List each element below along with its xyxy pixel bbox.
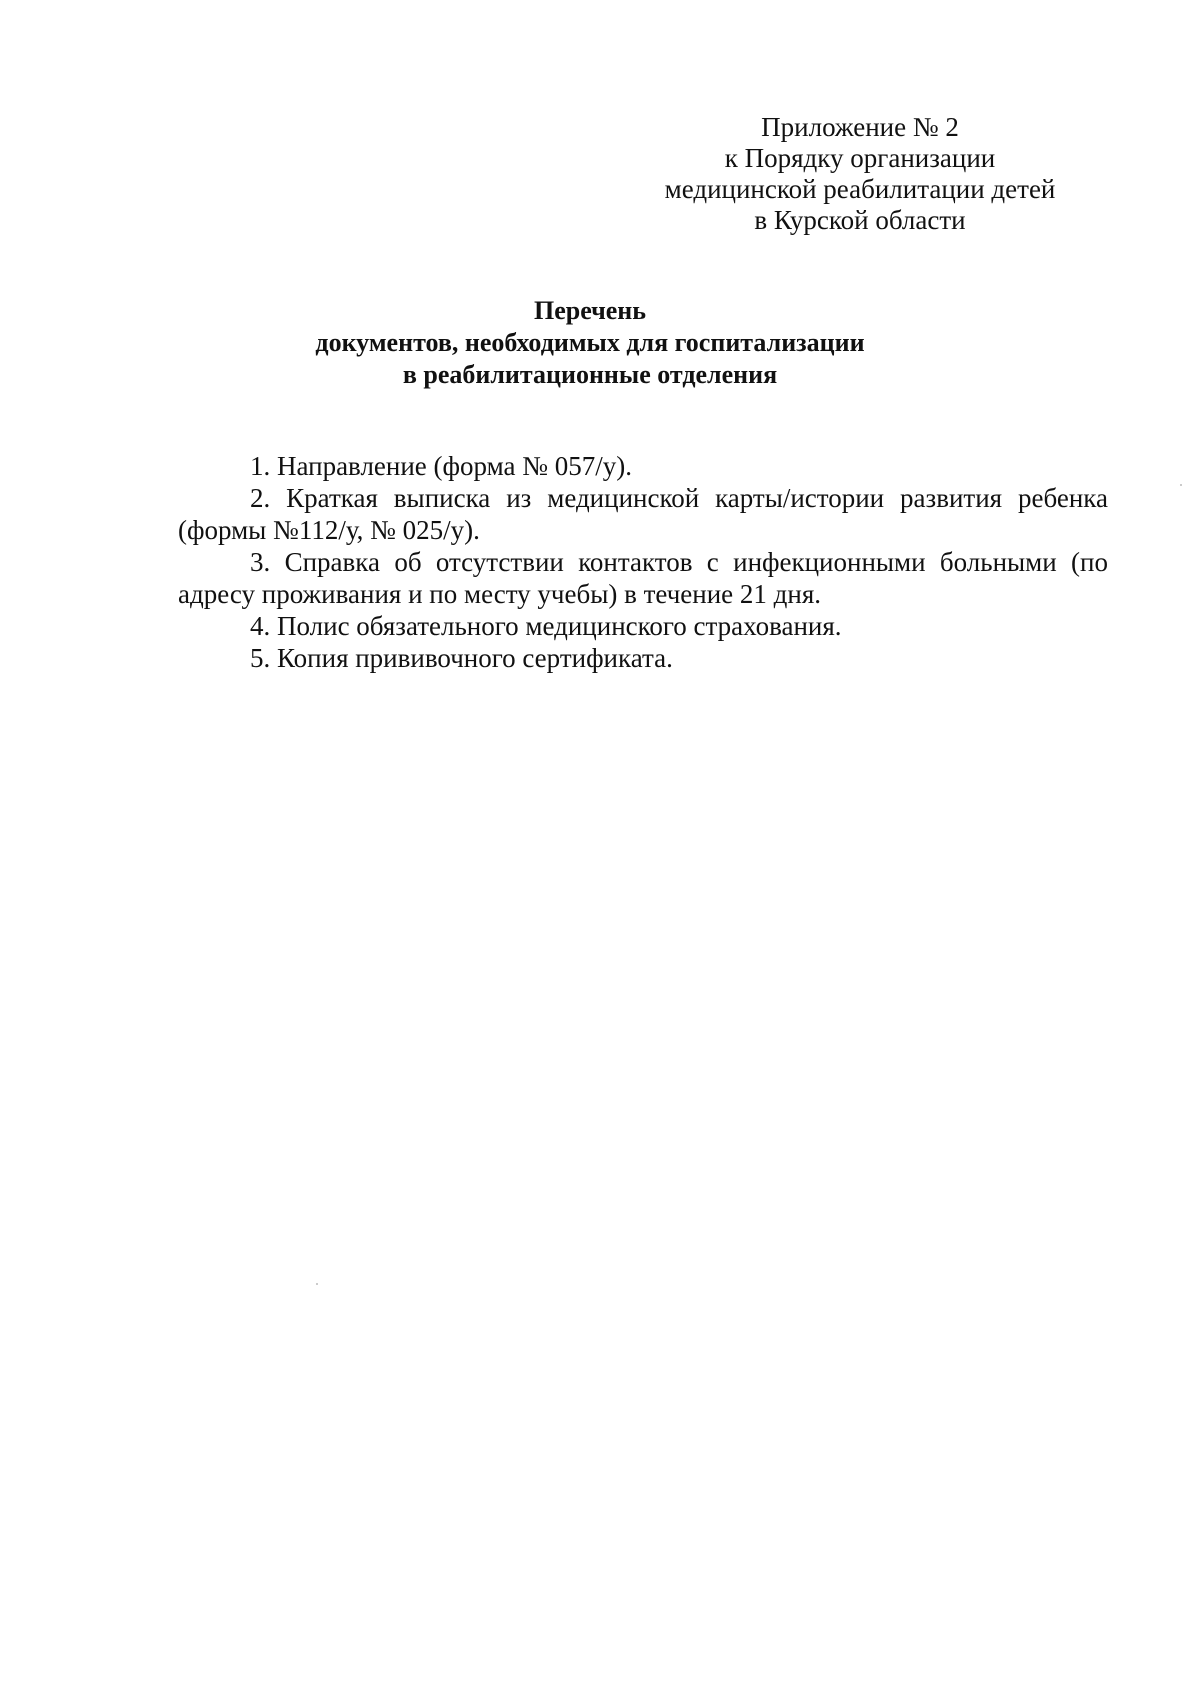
- appendix-number: Приложение № 2: [761, 112, 959, 142]
- document-title: [290, 295, 890, 391]
- appendix-ref-line-1: к Порядку организации: [724, 143, 996, 173]
- appendix-ref-line-3: в Курской области: [754, 205, 966, 235]
- list-item: 1. Направление (форма № 057/у).: [250, 451, 633, 481]
- list-item: 3. Справка об отсутствии контактов с инфекционными больными (по адресу проживания и по месту учебы) в течение 21 дня.: [178, 547, 1108, 609]
- scan-artifact: [316, 1283, 318, 1285]
- scan-artifact: [1180, 484, 1182, 486]
- list-item: 2. Краткая выписка из медицинской карты/истории развития ребенка (формы №112/у, № 025/у).: [178, 483, 1108, 545]
- documents-list: [178, 450, 1108, 674]
- appendix-ref-line-2: медицинской реабилитации детей: [664, 174, 1056, 204]
- title-line-2: документов, необходимых для госпитализации: [315, 328, 865, 357]
- title-line-3: в реабилитационные отделения: [402, 360, 778, 389]
- list-item: 4. Полис обязательного медицинского страхования.: [250, 611, 842, 641]
- title-line-1: Перечень: [533, 296, 647, 325]
- appendix-block: [620, 112, 1100, 236]
- list-item: 5. Копия прививочного сертификата.: [250, 643, 673, 673]
